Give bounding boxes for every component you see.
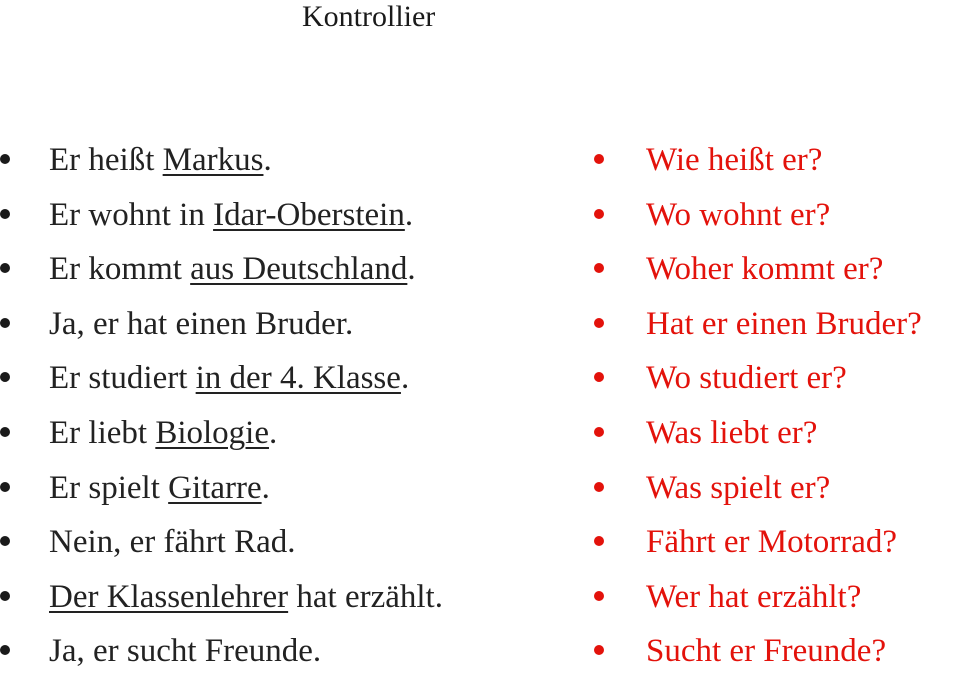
answer-text-underlined: in der 4. Klasse (195, 360, 401, 397)
question-item (594, 249, 960, 304)
answer-text-plain: Ja, er sucht Freunde. (49, 633, 322, 670)
answer-text (49, 304, 353, 344)
answer-text-tail: . (407, 251, 416, 288)
answer-text (49, 631, 321, 671)
answer-text-plain: Er spielt (49, 469, 169, 506)
question-text: Was liebt er? (646, 414, 818, 451)
bullet-icon (0, 154, 10, 164)
answer-text (49, 413, 277, 453)
question-text: Hat er einen Bruder? (646, 305, 922, 342)
bullet-icon (594, 263, 604, 273)
bullet-icon (0, 591, 10, 601)
bullet-icon (594, 209, 604, 219)
answer-text-tail: . (400, 360, 410, 397)
bullet-icon (0, 482, 10, 492)
answer-item (0, 413, 560, 468)
bullet-icon (0, 645, 10, 655)
answer-item (0, 304, 560, 359)
question-item (594, 577, 960, 632)
answer-text (49, 358, 409, 398)
bullet-icon (594, 645, 604, 655)
answer-text-underlined: Gitarre (168, 469, 262, 506)
question-item (594, 358, 960, 413)
answer-item (0, 522, 560, 577)
question-text: Wer hat erzählt? (646, 578, 862, 615)
answer-text-tail: . (404, 196, 414, 233)
question-text: Wie heißt er? (646, 142, 823, 178)
bullet-icon (594, 482, 604, 492)
answer-text-underlined: Biologie (155, 414, 269, 451)
bullet-icon (0, 372, 10, 382)
answer-text-underlined: Idar-Oberstein (213, 196, 405, 233)
bullet-icon (0, 263, 10, 273)
bullet-icon (594, 591, 604, 601)
answer-text (49, 577, 443, 617)
questions-list (594, 140, 960, 686)
answer-text-plain: Er liebt (49, 414, 156, 451)
answer-text-underlined: Der Klassenlehrer (49, 578, 289, 615)
answer-text-plain: Nein, er fährt Rad. (49, 524, 296, 561)
answer-item (0, 577, 560, 632)
question-item (594, 468, 960, 523)
answer-text (49, 468, 270, 508)
bullet-icon (0, 536, 10, 546)
answer-item (0, 358, 560, 413)
question-text: Sucht er Freunde? (646, 633, 887, 670)
question-item (594, 522, 960, 577)
bullet-icon (594, 154, 604, 164)
answer-text (49, 522, 296, 562)
answer-text-plain: Ja, er hat einen Bruder. (49, 305, 354, 342)
question-item (594, 140, 960, 195)
answer-text-underlined: Markus (162, 142, 264, 178)
bullet-icon (594, 536, 604, 546)
bullet-icon (0, 427, 10, 437)
answer-item (0, 140, 560, 195)
question-item (594, 304, 960, 359)
answer-text-tail: hat erzählt. (288, 578, 443, 615)
question-text: Wo studiert er? (646, 360, 847, 397)
answer-text (49, 249, 416, 289)
answer-text-plain: Er wohnt in (49, 196, 214, 233)
answer-text-tail: . (268, 414, 278, 451)
question-item (594, 413, 960, 468)
answer-item (0, 249, 560, 304)
answer-text (49, 140, 272, 180)
answers-list (0, 140, 560, 686)
answer-text-plain: Er heißt (49, 142, 163, 178)
bullet-icon (594, 427, 604, 437)
question-item (594, 631, 960, 686)
answer-text-plain: Er kommt (49, 251, 191, 288)
bullet-icon (594, 318, 604, 328)
bullet-icon (0, 209, 10, 219)
question-item (594, 195, 960, 250)
answer-text-tail: . (261, 469, 270, 506)
question-text: Woher kommt er? (646, 251, 884, 288)
slide-title: Kontrollier (302, 0, 436, 33)
answer-item (0, 631, 560, 686)
question-text: Wo wohnt er? (646, 196, 831, 233)
answer-text-plain: Er studiert (49, 360, 196, 397)
answer-text (49, 195, 413, 235)
answer-item (0, 468, 560, 523)
answer-item (0, 195, 560, 250)
question-text: Was spielt er? (646, 469, 831, 506)
question-text: Fährt er Motorrad? (646, 524, 898, 561)
bullet-icon (594, 372, 604, 382)
answer-text-tail: . (263, 142, 272, 178)
bullet-icon (0, 318, 10, 328)
answer-text-underlined: aus Deutschland (190, 251, 408, 288)
